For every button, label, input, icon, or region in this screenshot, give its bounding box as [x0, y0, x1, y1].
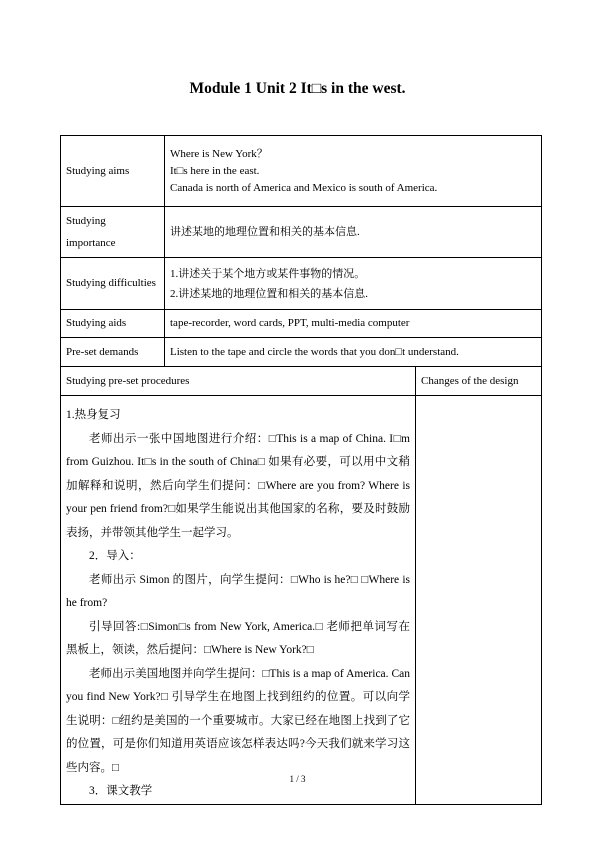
- procedure-paragraph: 老师出示 Simon 的图片，向学生提问：□Who is he?□ □Where is he from?: [66, 573, 410, 609]
- label-studying-aids: Studying aids: [61, 310, 165, 338]
- value-pre-set-demands: Listen to the tape and circle the words that you don□t understand.: [165, 338, 542, 367]
- value-studying-importance: 讲述某地的地理位置和相关的基本信息.: [165, 207, 542, 258]
- difficulty-line: 1.讲述关于某个地方或某件事物的情况。: [170, 267, 366, 280]
- procedure-paragraph: 老师出示美国地图并向学生提问：□This is a map of America. Can you find New York?□ 引导学生在地图上找到纽约的位置。可以向学生说明：□纽约是美国的一个重要城市。大家已经在地图上找到了它的位置，可是你们知道用英语应该怎样表达吗?今天我们就来学习这些内容。□: [66, 667, 410, 774]
- lesson-plan-table: [60, 135, 542, 805]
- aims-line: It□s here in the east.: [170, 164, 260, 177]
- label-studying-aims: Studying aims: [61, 136, 165, 207]
- procedure-heading: 3．课文教学: [89, 785, 153, 797]
- label-studying-importance: [61, 207, 165, 258]
- page-number: 1 / 3: [289, 774, 306, 784]
- document-title: Module 1 Unit 2 It□s in the west.: [189, 80, 406, 97]
- row-pre-set-demands: [61, 338, 542, 367]
- procedure-heading: 1.热身复习: [66, 409, 121, 421]
- label-studying-difficulties: Studying difficulties: [61, 258, 165, 310]
- procedures-content: [61, 396, 416, 805]
- procedure-paragraph: 老师出示一张中国地图进行介绍：□This is a map of China. I□m from Guizhou. It□s in the south of China□ 如果有必要，可以用中文稍加解释和说明，然后向学生们提问：□Where are you from? Where is your pen friend from?□如果学生能说出其他国家的名称，要及时鼓励表扬，并带领其他学生一起学习。: [66, 432, 410, 539]
- header-procedures: Studying pre-set procedures: [61, 367, 416, 396]
- row-procedures-header: [61, 367, 542, 396]
- row-procedures-body: [61, 396, 542, 805]
- header-changes: Changes of the design: [416, 367, 542, 396]
- label-line: importance: [66, 237, 116, 249]
- value-studying-aids: tape-recorder, word cards, PPT, multi-media computer: [165, 310, 542, 338]
- aims-line: Canada is north of America and Mexico is south of America.: [170, 181, 438, 194]
- value-studying-difficulties: [165, 258, 542, 310]
- procedure-heading: 2．导入：: [89, 550, 141, 562]
- aims-line: Where is New York？: [170, 147, 268, 160]
- label-line: Studying: [66, 215, 106, 227]
- difficulty-line: 2.讲述某地的地理位置和相关的基本信息.: [170, 287, 368, 300]
- row-studying-aids: [61, 310, 542, 338]
- row-studying-aims: [61, 136, 542, 207]
- value-studying-aims: [165, 136, 542, 207]
- label-pre-set-demands: Pre-set demands: [61, 338, 165, 367]
- procedure-paragraph: 引导回答:□Simon□s from New York, America.□ 老师把单词写在黑板上，领读，然后提问：□Where is New York?□: [66, 620, 410, 656]
- row-studying-importance: [61, 207, 542, 258]
- row-studying-difficulties: [61, 258, 542, 310]
- changes-content: [416, 396, 542, 805]
